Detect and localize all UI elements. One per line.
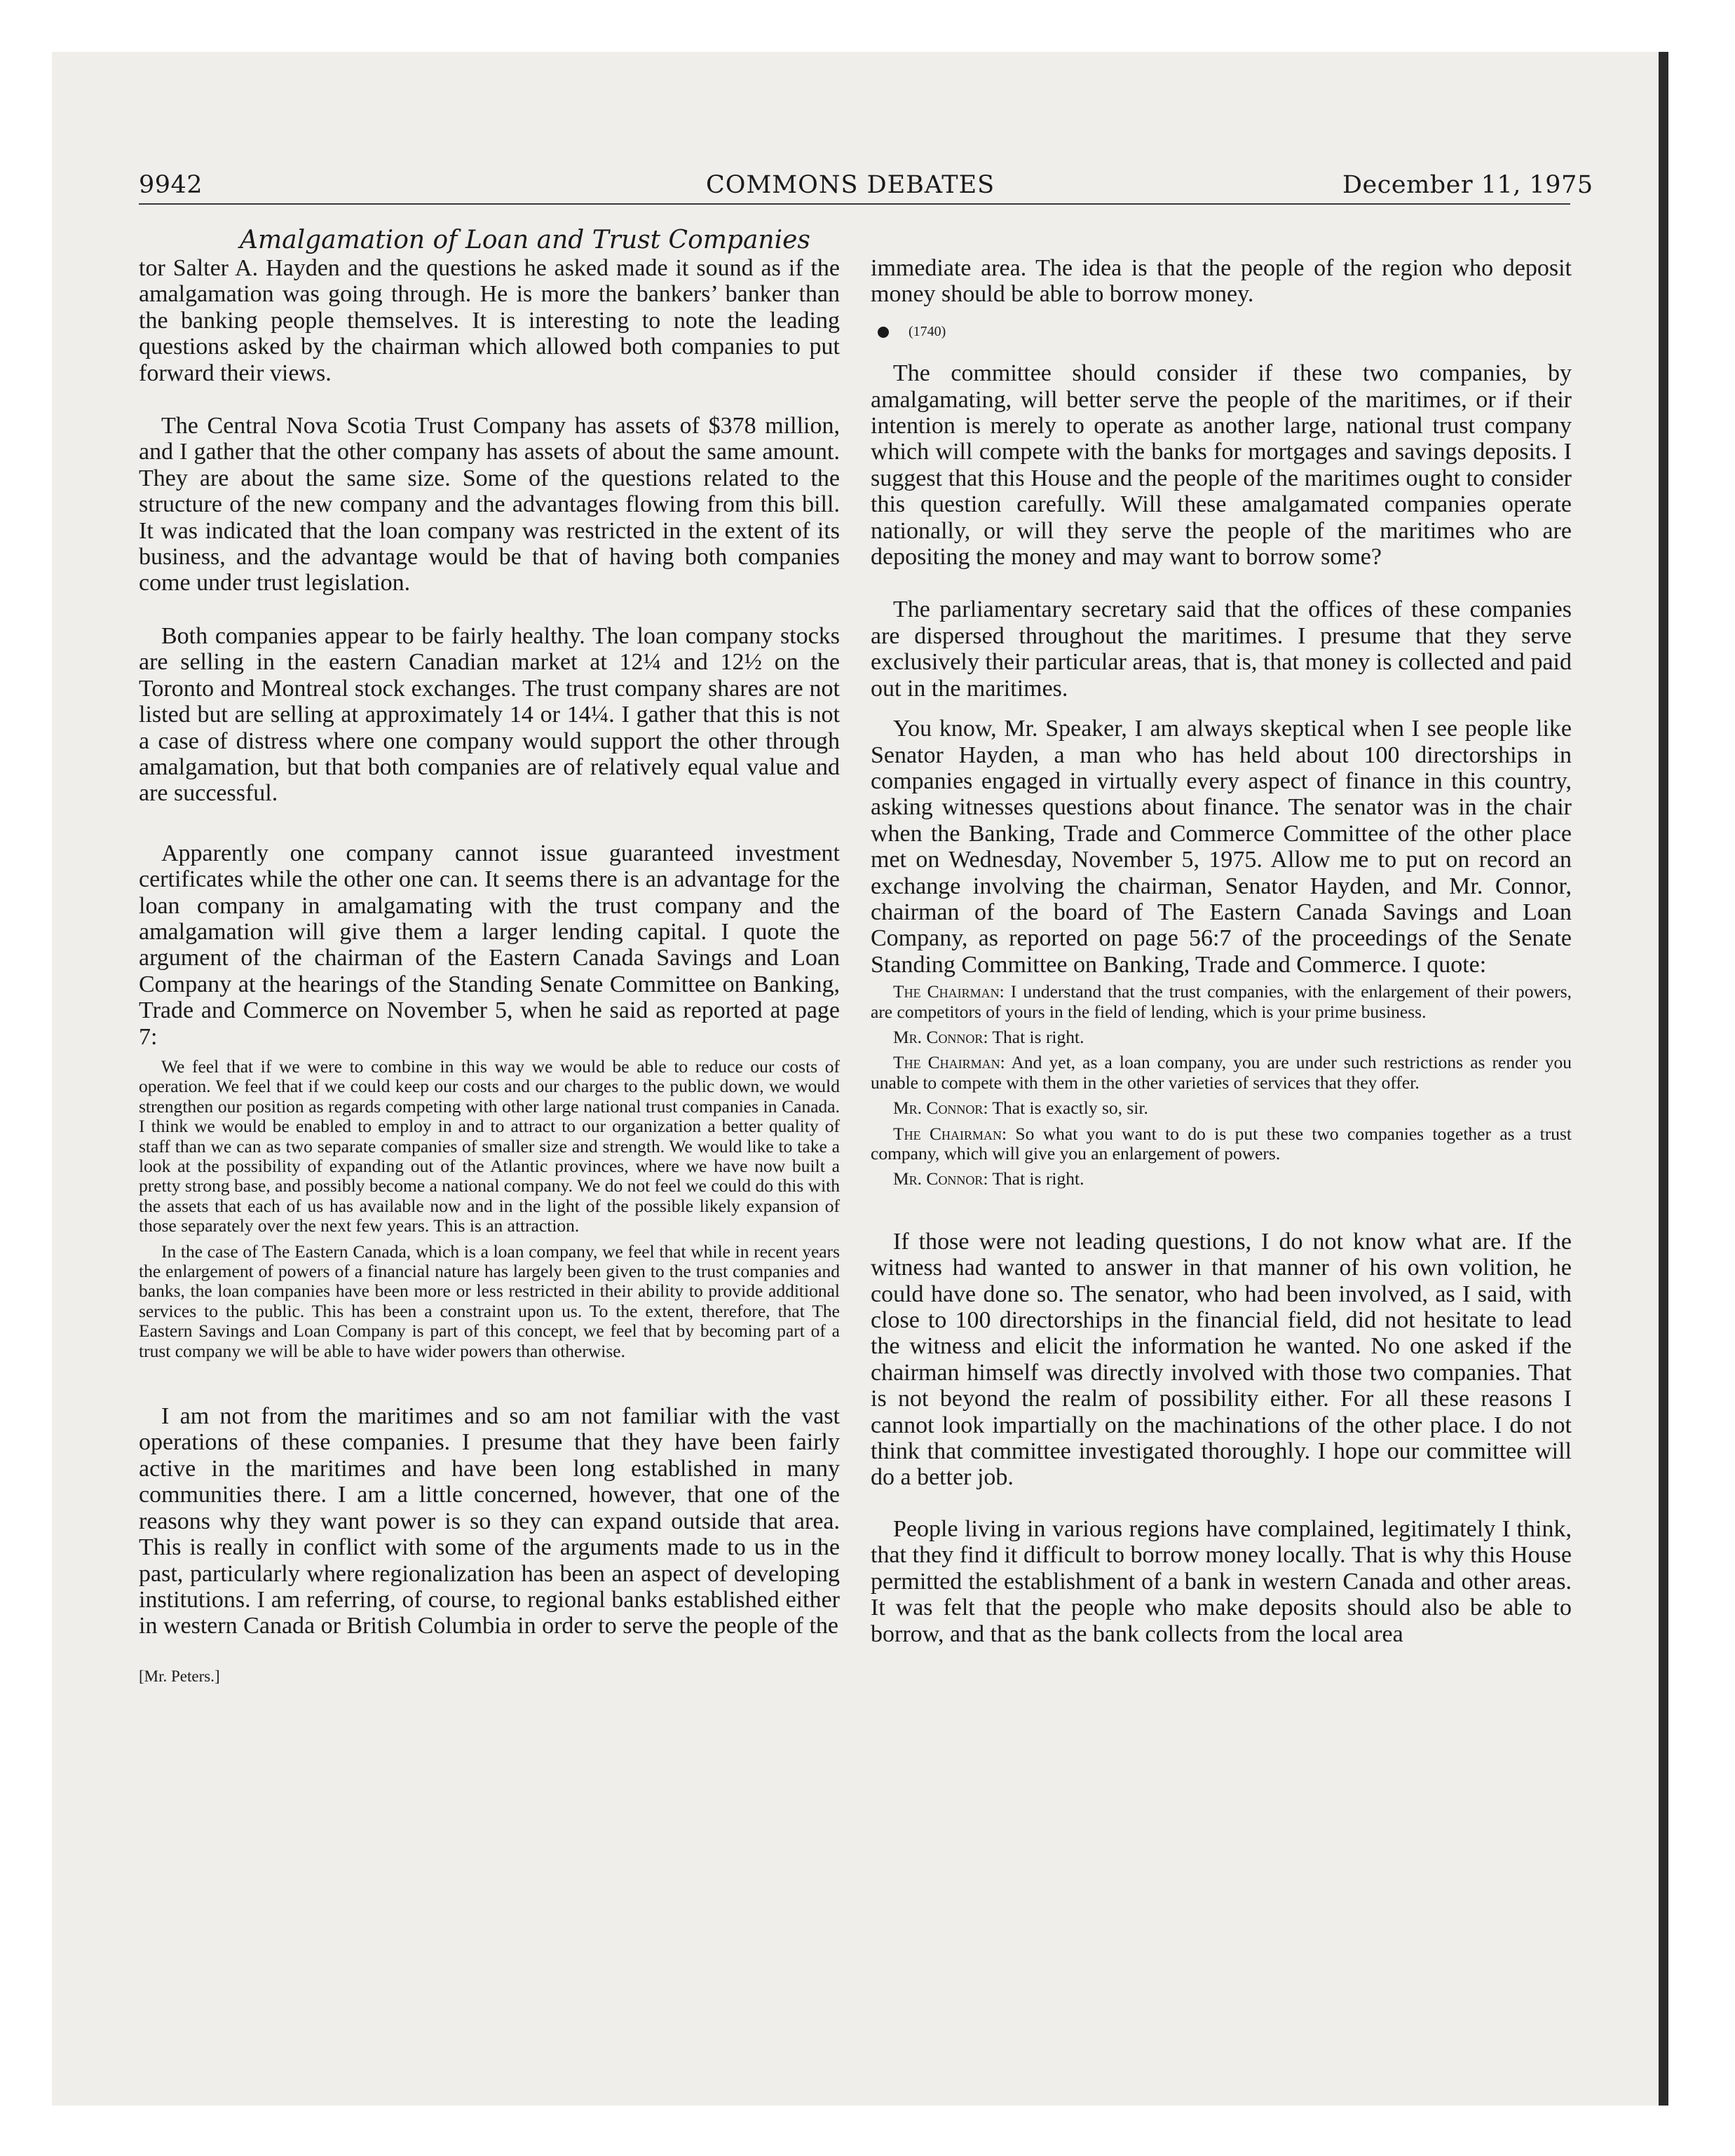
publication-title: COMMONS DEBATES — [706, 171, 995, 199]
paragraph: immediate area. The idea is that the people of the region who deposit money should be able to borrow money. — [871, 255, 1572, 308]
page-date: December 11, 1975 — [1342, 171, 1593, 199]
speaker-name: Mr. Connor: — [893, 1026, 988, 1047]
paragraph: Both companies appear to be fairly healthy. The loan company stocks are selling in the eastern Canadian market at 12¼ and 12½ on the Toronto and Montreal stock exchanges. The trust company shares are not listed but are selling at approximately 14 or 14¼. I gather that this is not a case of distress where one company would support the other through amalgamation, but that both companies are of relatively equal value and are successful. — [139, 622, 840, 807]
paragraph: The Central Nova Scotia Trust Company has assets of $378 million, and I gather that the other company has assets of about the same amount. They are about the same size. Some of the questions related to the structure of the new company and the advantages flowing from this bill. It was indicated that the loan company was restricted in the extent of its business, and the advantage would be that of having both companies come under trust legislation. — [139, 413, 840, 596]
header-rule — [139, 203, 1570, 205]
page-edge-bar — [1659, 52, 1668, 2106]
speaker-name: Mr. Connor: — [893, 1098, 988, 1119]
page-number: 9942 — [139, 171, 203, 199]
exchange-line — [871, 1124, 1572, 1164]
left-column — [139, 255, 840, 1689]
speaker-text: That is exactly so, sir. — [992, 1098, 1148, 1119]
speaker-text: That is right. — [992, 1026, 1084, 1047]
exchange-line — [871, 982, 1572, 1022]
time-mark-text: (1740) — [909, 323, 946, 339]
paragraph: You know, Mr. Speaker, I am always skeptical when I see people like Senator Hayden, a man who has held about 100 directorships in companies engaged in virtually every aspect of finance in this country, asking witnesses questions about finance. The senator was in the chair when the Banking, Trade and Commerce Committee of the other place met on Wednesday, November 5, 1975. Allow me to put on record an exchange involving the chairman, Senator Hayden, and Mr. Connor, chairman of the board of The Eastern Canada Savings and Loan Company, as reported on page 56:7 of the proceedings of the Senate Standing Committee on Banking, Trade and Commerce. I quote: — [871, 716, 1572, 978]
exchange-line — [871, 1053, 1572, 1093]
speaker-name: The Chairman: — [893, 1052, 1005, 1073]
section-subtitle: Amalgamation of Loan and Trust Companies — [240, 226, 810, 254]
paragraph: If those were not leading questions, I do not know what are. If the witness had wanted to answer in that manner of his own volition, he could have done so. The senator, who had been involved, as I said, with close to 100 directorships in the financial field, did not hesitate to lead the witness and elicit the information he wanted. No one asked if the chairman himself was directly involved with those two companies. That is not beyond the realm of possibility either. For all these reasons I cannot look impartially on the machinations of the other place. I do not think that committee investigated thoroughly. I hope our committee will do a better job. — [871, 1228, 1572, 1491]
speaker-name: The Chairman: — [893, 1123, 1007, 1144]
right-column — [871, 255, 1572, 1647]
speaker-name: Mr. Connor: — [893, 1168, 988, 1189]
block-quote: In the case of The Eastern Canada, which is a loan company, we feel that while in recent years the enlargement of powers of a financial nature has largely been given to the trust companies and banks, the loan companies have been more or less restricted in their ability to provide additional services to the public. This has been a constraint upon us. To the extent, therefore, that The Eastern Savings and Loan Company is part of this concept, we feel that by becoming part of a trust company we will be able to have wider powers than otherwise. — [139, 1241, 840, 1361]
time-mark — [871, 319, 1572, 345]
exchange-line — [871, 1098, 1572, 1118]
speaker-text: So what you want to do is put these two companies together as a trust company, which will give you an enlargement of powers. — [871, 1123, 1572, 1164]
speaker-name: The Chairman: — [893, 981, 1005, 1002]
speaker-footer: [Mr. Peters.] — [139, 1667, 220, 1685]
block-quote: We feel that if we were to combine in this way we would be able to reduce our costs of operation. We feel that if we could keep our costs and our charges to the public down, we would strengthen our position as regards competing with other large national trust companies in Canada. I think we would be enabled to employ in and to attract to our organization a better quality of staff than we can as two separate companies of smaller size and strength. We would like to take a look at the possibility of expanding out of the Atlantic provinces, where we have now built a pretty strong base, and possibly become a national company. We do not feel we could do this with the assets that each of us has available now and in the light of the possible likely expansion of those separately over the next few years. This is an attraction. — [139, 1056, 840, 1236]
paragraph: The committee should consider if these two companies, by amalgamating, will better serve the people of the maritimes, or if their intention is merely to operate as another large, national trust company which will compete with the banks for mortgages and savings deposits. I suggest that this House and the people of the maritimes ought to consider this question carefully. Will these amalgamated companies operate nationally, or will they serve the people of the maritimes who are depositing the money and may want to borrow some? — [871, 360, 1572, 571]
speaker-text: That is right. — [992, 1168, 1084, 1189]
paragraph: I am not from the maritimes and so am not familiar with the vast operations of these companies. I presume that they have been fairly active in the maritimes and have been long established in many communities there. I am a little concerned, however, that one of the reasons why they want power is so they can expand outside that area. This is really in conflict with some of the arguments made to us in the past, particularly where regionalization has been an aspect of developing institutions. I am referring, of course, to regional banks established either in western Canada or British Columbia in order to serve the people of the — [139, 1403, 840, 1639]
exchange-line — [871, 1028, 1572, 1047]
paragraph: The parliamentary secretary said that the offices of these companies are dispersed throughout the maritimes. I presume that they serve exclusively their particular areas, that is, that money is collected and paid out in the maritimes. — [871, 596, 1572, 702]
paragraph: Apparently one company cannot issue guaranteed investment certificates while the other one can. It seems there is an advantage for the loan company in amalgamating with the trust company and the amalgamation will give them a larger lending capital. I quote the argument of the chairman of the Eastern Canada Savings and Loan Company at the hearings of the Standing Senate Committee on Banking, Trade and Commerce on November 5, when he said as reported at page 7: — [139, 840, 840, 1050]
speaker-text: And yet, as a loan company, you are under such restrictions as render you unable to compete with them in the other varieties of services that they offer. — [871, 1052, 1572, 1093]
exchange-line — [871, 1169, 1572, 1189]
bullet-icon — [878, 327, 889, 338]
speaker-text: I understand that the trust companies, with the enlargement of their powers, are competitors of yours in the field of lending, which is your prime business. — [871, 981, 1572, 1022]
paragraph: tor Salter A. Hayden and the questions he asked made it sound as if the amalgamation was going through. He is more the bankers’ banker than the banking people themselves. It is interesting to note the leading questions asked by the chairman which allowed both companies to put forward their views. — [139, 255, 840, 386]
paragraph: People living in various regions have complained, legitimately I think, that they find it difficult to borrow money locally. That is why this House permitted the establishment of a bank in western Canada and other areas. It was felt that the people who make deposits should also be able to borrow, and that as the bank collects from the local area — [871, 1515, 1572, 1647]
